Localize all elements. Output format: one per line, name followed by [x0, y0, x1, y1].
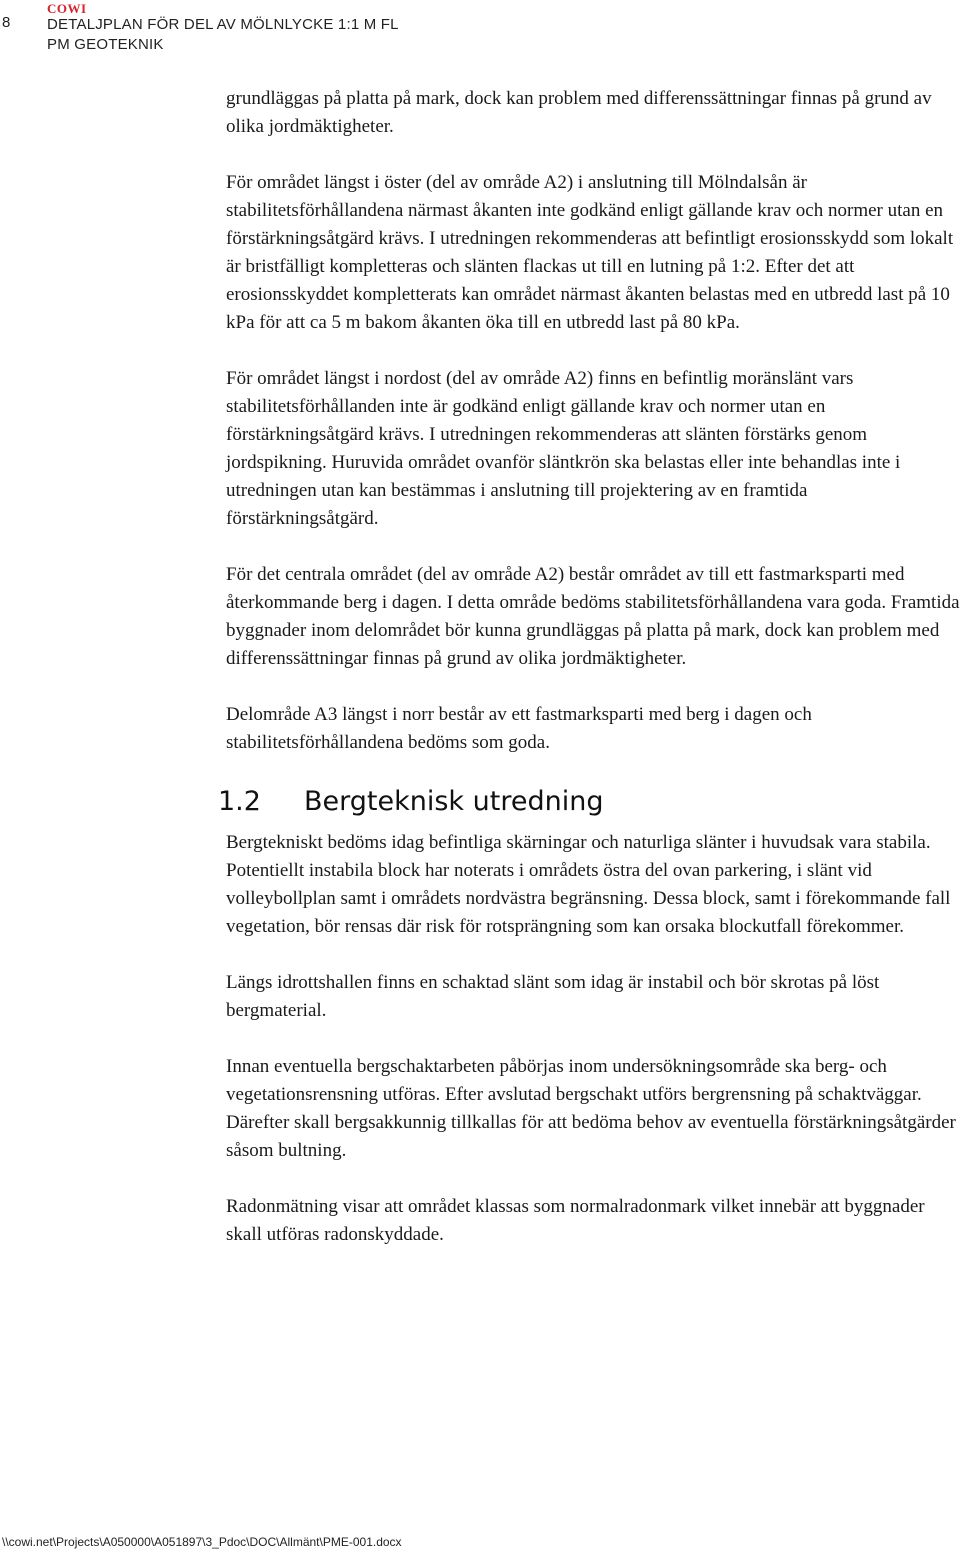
- document-body: [218, 85, 960, 1277]
- cowi-logo: COWI: [47, 1, 87, 16]
- footer-file-path: \\cowi.net\Projects\A050000\A051897\3_Pdoc\DOC\Allmänt\PME-001.docx: [2, 1535, 402, 1549]
- paragraph: Längs idrottshallen finns en schaktad slänt som idag är instabil och bör skrotas på löst bergmaterial.: [226, 972, 880, 1021]
- section-number: 1.2: [218, 786, 261, 817]
- section-title: Bergteknisk utredning: [304, 786, 604, 817]
- paragraph: För området längst i öster (del av område A2) i anslutning till Mölndalsån är stabilitetsförhållandena närmast åkanten inte godkänd enligt gällande krav och normer utan en förstärkningsåtgärd krävs. I utredningen rekommenderas att befintligt erosionsskydd som lokalt är bristfälligt kompletteras och slänten flackas ut till en lutning på 1:2. Efter det att erosionsskyddet kompletterats kan området närmast åkanten belastas med en utbredd last på 10 kPa för att ca 5 m bakom åkanten öka till en utbredd last på 80 kPa.: [226, 172, 954, 333]
- paragraph: För området längst i nordost (del av område A2) finns en befintlig moränslänt vars stabilitetsförhållanden inte är godkänd enligt gällande krav och normer utan en förstärkningsåtgärd krävs. I utredningen rekommenderas att slänten förstärks genom jordspikning. Huruvida området ovanför släntkrön ska belastas eller inte behandlas inte i utredningen utan kan bestämmas i anslutning till projektering av en framtida förstärkningsåtgärd.: [226, 368, 901, 529]
- section-heading: [218, 785, 960, 819]
- paragraph: Radonmätning visar att området klassas som normalradonmark vilket innebär att byggnader skall utföras radonskyddade.: [226, 1196, 925, 1245]
- paragraph: För det centrala området (del av område A2) består området av till ett fastmarksparti med återkommande berg i dagen. I detta område bedöms stabilitetsförhållandena vara goda. Framtida byggnader inom delområdet bör kunna grundläggas på platta på mark, dock kan problem med differenssättningar finnas på grund av olika jordmäktigheter.: [226, 564, 960, 669]
- paragraph: Innan eventuella bergschaktarbeten påbörjas inom undersökningsområde ska berg- och vegetationsrensning utföras. Efter avslutad bergschakt utförs bergrensning på schaktväggar. Därefter skall bergsakkunnig tillkallas för att bedöma behov av eventuella förstärkningsåtgärder såsom bultning.: [226, 1056, 956, 1161]
- paragraph: grundläggas på platta på mark, dock kan problem med differenssättningar finnas på grund av olika jordmäktigheter.: [226, 88, 932, 137]
- page-number: 8: [2, 14, 11, 31]
- page-header: [47, 2, 399, 55]
- document-subtitle: PM GEOTEKNIK: [47, 36, 164, 53]
- paragraph: Bergtekniskt bedöms idag befintliga skärningar och naturliga slänter i huvudsak vara stabila. Potentiellt instabila block har noterats i områdets östra del ovan parkering, i slänt vid volleybollplan samt i områdets nordvästra begränsning. Dessa block, samt i förekommande fall vegetation, bör rensas där risk för rotsprängning som kan orsaka blockutfall förekommer.: [226, 832, 951, 937]
- paragraph: Delområde A3 längst i norr består av ett fastmarksparti med berg i dagen och stabilitetsförhållandena bedöms som goda.: [226, 704, 812, 753]
- document-title: DETALJPLAN FÖR DEL AV MÖLNLYCKE 1:1 M FL: [47, 16, 399, 33]
